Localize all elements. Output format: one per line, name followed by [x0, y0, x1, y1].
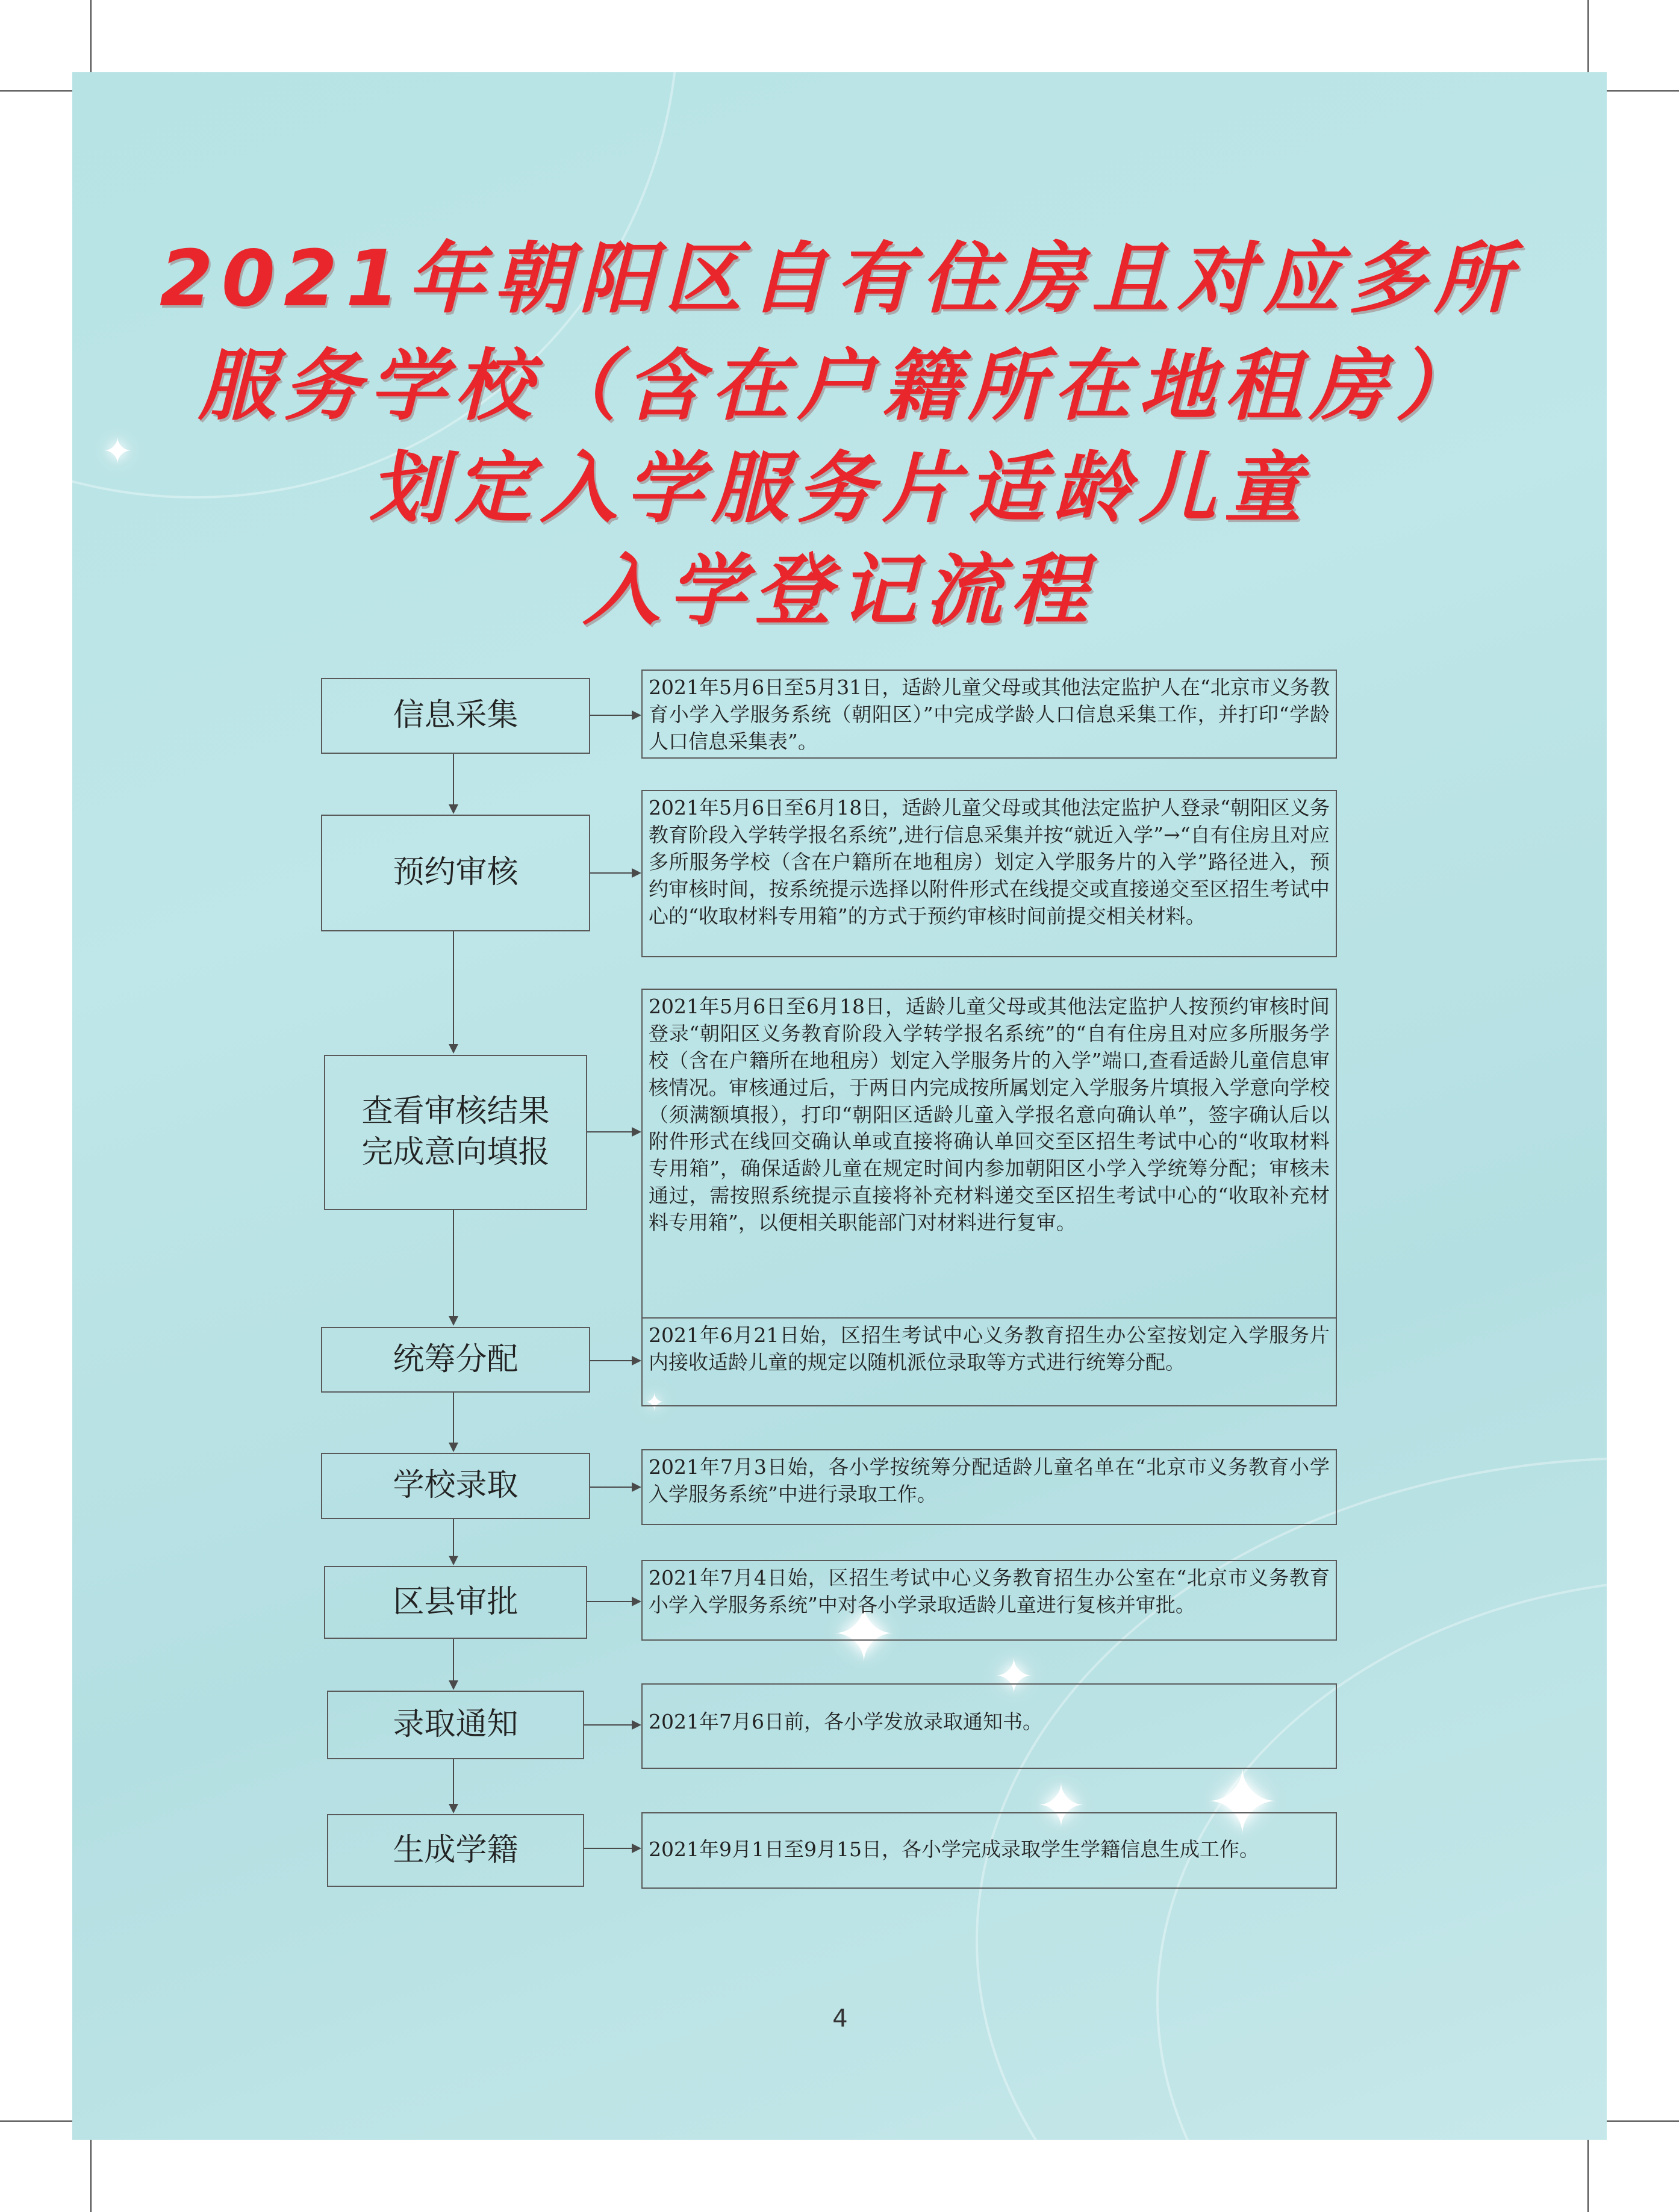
desc-district-approval: 2021年7月4日始，区招生考试中心义务教育招生办公室在“北京市义务教育小学入学服务系统”中对各小学录取适龄儿童进行复核并审批。: [641, 1560, 1337, 1641]
desc-appointment-review: 2021年5月6日至6月18日，适龄儿童父母或其他法定监护人登录“朝阳区义务教育阶段入学转学报名系统”,进行信息采集并按“就近入学”→“自有住房且对应多所服务学校（含在户籍所在地租房）划定入学服务片的入学”路径进入，预约审核时间，按系统提示选择以附件形式在线提交或直接递交至区招生考试中心的“收取材料专用箱”的方式于预约审核时间前提交相关材料。: [641, 790, 1337, 957]
title-line: 入学登记流程: [582, 546, 1096, 636]
step-district-approval: 区县审批: [324, 1566, 587, 1639]
sparkle-icon: ✦: [102, 430, 133, 473]
desc-review-result-intent: 2021年5月6日至6月18日，适龄儿童父母或其他法定监护人按预约审核时间登录“朝阳区义务教育阶段入学转学报名系统”的“自有住房且对应多所服务学校（含在户籍所在地租房）划定入学服务片的入学”端口,查看适龄儿童信息审核情况。审核通过后，于两日内完成按所属划定入学服务片填报入学意向学校（须满额填报），打印“朝阳区适龄儿童入学报名意向确认单”，签字确认后以附件形式在线回交确认单或直接将确认单回交至区招生考试中心的“收取材料专用箱”，确保适龄儿童在规定时间内参加朝阳区小学入学统筹分配；审核未通过，需按照系统提示直接将补充材料递交至区招生考试中心的“收取补充材料专用箱”，以便相关职能部门对材料进行复审。: [641, 989, 1337, 1319]
desc-info-collection: 2021年5月6日至5月31日，适龄儿童父母或其他法定监护人在“北京市义务教育小学入学服务系统（朝阳区）”中完成学龄人口信息采集工作，并打印“学龄人口信息采集表”。: [641, 670, 1337, 759]
desc-admission-notice: 2021年7月6日前，各小学发放录取通知书。: [641, 1683, 1337, 1769]
sparkle-icon: ✦: [994, 1648, 1035, 1704]
title-line: 2021年朝阳区自有住房且对应多所: [159, 234, 1520, 324]
step-review-result-intent: 查看审核结果 完成意向填报: [324, 1055, 587, 1210]
step-info-collection: 信息采集: [321, 678, 590, 754]
sparkle-icon: ✦: [644, 1389, 665, 1417]
title-line: 划定入学服务片适龄儿童: [369, 444, 1310, 533]
step-appointment-review: 预约审核: [321, 815, 590, 931]
sparkle-icon: ✦: [1036, 1771, 1086, 1841]
page-number: 4: [832, 2005, 848, 2033]
step-school-admission: 学校录取: [321, 1453, 590, 1519]
desc-school-admission: 2021年7月3日始，各小学按统筹分配适龄儿童名单在“北京市义务教育小学入学服务系统”中进行录取工作。: [641, 1449, 1337, 1525]
step-allocation: 统筹分配: [321, 1327, 590, 1393]
step-student-record: 生成学籍: [327, 1814, 584, 1887]
desc-student-record: 2021年9月1日至9月15日，各小学完成录取学生学籍信息生成工作。: [641, 1812, 1337, 1889]
sparkle-icon: ✦: [831, 1589, 897, 1680]
title-line: 服务学校（含在户籍所在地租房）: [198, 341, 1481, 431]
step-admission-notice: 录取通知: [327, 1691, 584, 1759]
desc-allocation: 2021年6月21日始，区招生考试中心义务教育招生办公室按划定入学服务片内接收适龄儿童的规定以随机派位录取等方式进行统筹分配。: [641, 1317, 1337, 1406]
sparkle-icon: ✦: [1204, 1751, 1280, 1856]
